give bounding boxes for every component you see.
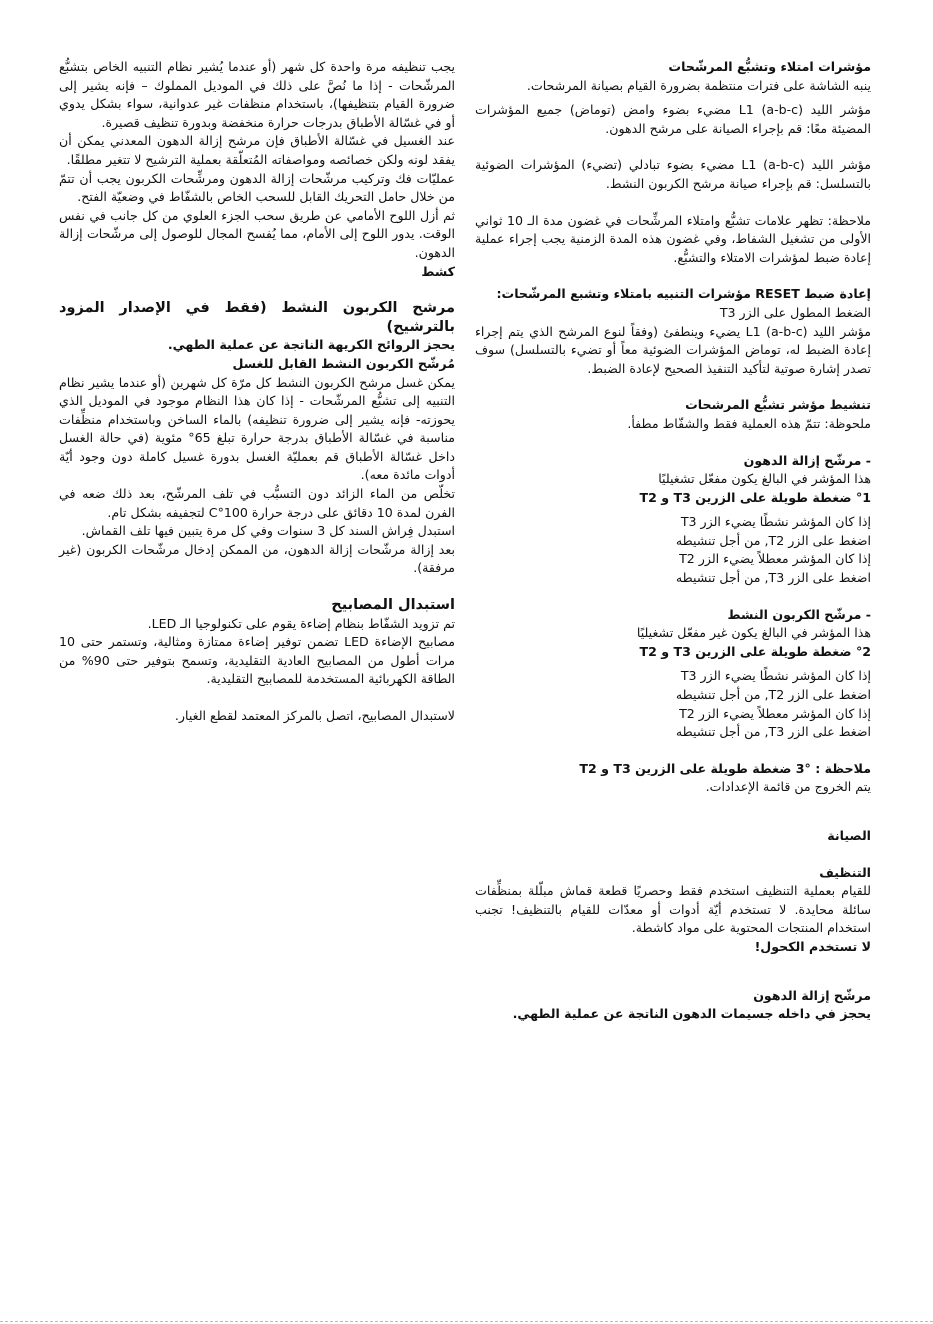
paragraph: تم تزويد الشفّاط بنظام إضاءة يقوم على تكنولوجيا الـ LED. [147, 615, 455, 631]
paragraph: بعد إزالة مرشّحات إزالة الدهون، من الممكن إدخال مرشّحات الكربون (غير مرفقة). [59, 541, 455, 576]
paragraph: يحجز في داخله جسيمات الدهون الناتجة عن عملية الطهي. [512, 1006, 871, 1022]
note: ملاحظة: تظهر علامات تشبُّع وامتلاء المرشِّحات في غضون مدة الـ 10 ثواني الأولى من تشغيل الشفاط، وفي غضون هذه المدة الزمنية يجب إجراء عملية إعادة ضبط لمؤشرات الامتلاء والتشبُّع. [475, 212, 871, 265]
paragraph: مؤشر الليد L1 (a-b-c) مضيء بضوء تبادلي (تضيء) المؤشرات الضوئية بالتسلسل: قم بإجراء صيانة مرشح الكربون النشط. [475, 157, 871, 191]
carbon-filter-heading: مرشح الكربون النشط (فقط في الإصدار المزود بالترشيح) [59, 300, 455, 335]
note: ملاحظة : °3 ضغطة طويلة على الزرين T3 و T2 [579, 760, 871, 776]
subheading: مُرشّح الكربون النشط القابل للغسل [232, 355, 455, 371]
paragraph: تخلّص من الماء الزائد دون التسبُّب في تلف المرشّح، بعد ذلك ضعه في الفرن لمدة 10 دقائق على درجة حرارة 100°C لتجفيفه بشكل تام. [59, 486, 455, 520]
subheading: يحجز الروائح الكريهة الناتجة عن عملية الطهي. [167, 337, 455, 353]
paragraph: مصابيح الإضاءة LED تضمن توفير إضاءة ممتازة ومثالية، وتستمر حتى 10 مرات أطول من المصابيح العادية التقليدية، وتسمح بتوفير حتى 90% من الطاقة الكهربائية المستخدمة للمصابيح التقليدية. [59, 634, 455, 687]
paragraph: هذا المؤشر في البالغ يكون غير مفعّل تشغيليًا [636, 625, 871, 641]
right-column [475, 58, 871, 1024]
paragraph: يمكن غسل مرشح الكربون النشط كل مرّة كل شهرين (أو عندما يشير نظام التنبيه إلى تشبُّع المرشّحات - إذا كان هذا النظام موجود في الموديل الذي يحوزته- فإنه يشير إلى ضرورة تنظيفه) بالماء الساخن وباستخدام منظِّفات مناسبة في غسّالة الأطباق بدرجة حرارة تبلغ 65° مئوية (في حالة الغسل داخل غسّالة الأطباق قم بعمليّة الغسل بدورة غسيل كاملة دون وجود أيّة أدوات مائدة معه). [59, 374, 455, 483]
paragraph: كشط [421, 263, 455, 279]
paragraph: هذا المؤشر في البالغ يكون مفعّل تشغيليًا [658, 471, 871, 487]
list-item: إذا كان المؤشر نشطًا يضيء الزر T3 [680, 514, 871, 530]
paragraph: مؤشر الليد L1 (a-b-c) مضيء بضوء وامض (توماض) جميع المؤشرات المضيئة معًا: قم بإجراء الصيانة على مرشح الدهون. [475, 102, 871, 136]
paragraph: °1 ضغطة طويلة على الزرين T3 و T2 [639, 489, 871, 505]
paragraph: °2 ضغطة طويلة على الزرين T3 و T2 [639, 643, 871, 659]
reset-title: إعادة ضبط RESET مؤشرات التنبيه بامتلاء وتشبع المرشّحات: [496, 286, 871, 302]
paragraph: ثم أزل اللوح الأمامي عن طريق سحب الجزء العلوي من كل جانب في نفس الوقت. يدور اللوح إلى الأمام، مما يُفسح المجال للوصول إلى مرشّحات إزالة الدهون. [59, 207, 455, 260]
list-item: اضغط على الزر T2, من أجل تنشيطه [675, 687, 871, 703]
list-item: إذا كان المؤشر نشطًا يضيء الزر T3 [680, 668, 871, 684]
list-item: اضغط على الزر T2, من أجل تنشيطه [675, 532, 871, 548]
page-bottom-rule [0, 1321, 933, 1322]
paragraph: ينبه الشاشة على فترات منتظمة بضرورة القيام بصيانة المرشحات. [526, 77, 871, 93]
cleaning-title: التنظيف [819, 864, 871, 880]
list-item: اضغط على الزر T3, من أجل تنشيطه [675, 570, 871, 586]
paragraph: عند الغسيل في غسّالة الأطباق فإن مرشح إزالة الدهون المعدني يمكن أن يفقد لونه ولكن خصائصه ومواصفاته المُتعلّقة بعملية الترشيح لا تتغير مطلقًا. [59, 133, 455, 167]
paragraph: للقيام بعملية التنظيف استخدم فقط وحصريًا قطعة قماش مبلّلة بمنظِّفات سائلة محايدة. لا تستخدم أيّة أدوات أو معدّات للقيام بالتنظيف! تجنب استخدام المنتجات المحتوية على مواد كاشطة. [475, 883, 871, 936]
paragraph: استبدل فِراش السند كل 3 سنوات وفي كل مرة يتبين فيها تلف القماش. [81, 523, 455, 539]
carbon-filter-title: - مرشّح الكربون النشط [727, 606, 871, 622]
activate-indicator-title: تنشيط مؤشر تشبُّع المرشحات [685, 397, 871, 413]
paragraph: يجب تنظيفه مرة واحدة كل شهر (أو عندما يُشير نظام التنبيه الخاص بتشبُّع المرشّحات - إذا ما نُصَّ على ذلك في الموديل المملوك – فإنه يشير إلى ضرورة القيام بتنظيفها)، باستخدام منظفات غير عدوانية، سواء بشكل يدوي أو في غسّالة الأطباق بدرجات حرارة منخفضة وبدورة تنظيف قصيرة. [59, 59, 455, 130]
warning: لا تستخدم الكحول! [754, 938, 871, 954]
list-item: إذا كان المؤشر معطلاً يضيء الزر T2 [679, 551, 871, 567]
paragraph: لاستبدال المصابيح، اتصل بالمركز المعتمد لقطع الغيار. [174, 708, 455, 723]
note: ملحوظة: تتمّ هذه العملية فقط والشفّاط مطفأ. [627, 415, 871, 431]
lamps-heading: استبدال المصابيح [331, 597, 455, 614]
paragraph: يتم الخروج من قائمة الإعدادات. [705, 779, 871, 795]
maintenance-title: الصيانة [827, 828, 871, 843]
filter-saturation-title: مؤشرات امتلاء وتشبُّع المرشّحات [668, 59, 871, 74]
left-column [59, 58, 455, 726]
paragraph: مؤشر الليد L1 (a-b-c) يضيء وينطفئ (وفقاً لنوع المرشح الذي يتم إجراء إعادة الضبط له، توماض المؤشرات الضوئية معاً أو تضيء بالتسلسل) سوف تصدر إشارة صوتية لتأكيد التنفيذ الصحيح لإعادة الضبط. [475, 323, 871, 376]
grease-filter-section-title: مرشّح إزالة الدهون [753, 987, 871, 1003]
list-item: إذا كان المؤشر معطلاً يضيء الزر T2 [679, 705, 871, 721]
paragraph: الضغط المطول على الزر T3 [719, 304, 871, 320]
paragraph: عمليّات فك وتركيب مرشّحات إزالة الدهون ومرشِّحات الكربون يجب أن تتمّ من خلال حامل التحريك القابل للسحب الخاص بالشفّاط في وضعيّة الفتح. [59, 170, 455, 205]
list-item: اضغط على الزر T3, من أجل تنشيطه [675, 724, 871, 740]
grease-filter-title: - مرشّح إزالة الدهون [743, 452, 871, 468]
